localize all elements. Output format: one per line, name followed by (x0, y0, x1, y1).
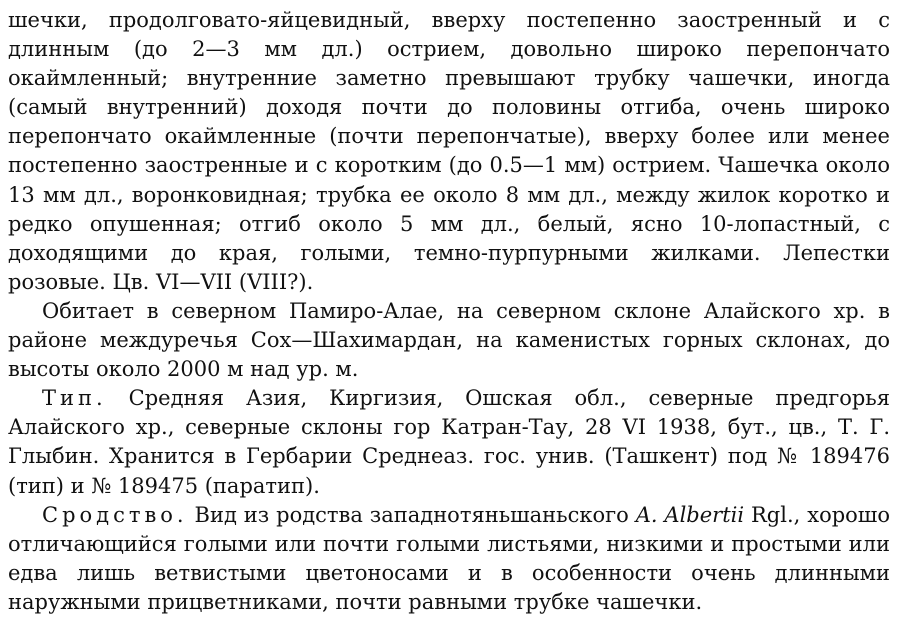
type-text: Средняя Азия, Киргизия, Ошская обл., северные предгорья Алайского хр., северные склоны гор Катран-Тау, 28 VI 1938, бут., цв., Т. Г. Глыбин. Хранится в Гербарии Среднеаз. гос. унив. (Ташкент) под № 189476 (тип) и № 189475 (паратип). (8, 386, 890, 498)
affinity-heading: Сродство. (42, 502, 188, 527)
affinity-text-before: Вид из родства западнотяньшаньского (194, 502, 629, 527)
paragraph-description: шечки, продолговато-яйцевидный, вверху постепенно заостренный и с длинным (до 2—3 мм дл.) острием, довольно широко перепончато окаймленный; внутренние заметно превышают трубку чашечки, иногда (самый внутренний) доходя почти до половины отгиба, очень широко перепончато окаймленные (почти перепончатые), вверху более или менее постепенно заостренные и с коротким (до 0.5—1 мм) острием. Чашечка около 13 мм дл., воронковидная; трубка ее около 8 мм дл., между жилок коротко и редко опушенная; отгиб около 5 мм дл., белый, ясно 10-лопастный, с доходящими до края, голыми, темно-пурпурными жилками. Лепестки розовые. Цв. VI—VII (VIII?). (8, 8, 890, 294)
species-name: A. Albertii (635, 502, 745, 527)
document-page (8, 6, 890, 617)
type-heading: Тип. (42, 386, 107, 411)
paragraph-type (8, 384, 890, 500)
paragraph-habitat: Обитает в северном Памиро-Алае, на северном склоне Алайского хр. в районе междуречья Сох—Шахимардан, на каменистых горных склонах, до высоты около 2000 м над ур. м. (8, 298, 890, 382)
affinity-text-after: Rgl., хорошо отличающийся голыми или почти голыми листьями, низкими и простыми или едва лишь ветвистыми цветоносами и в особенности очень длинными наружными прицветниками, почти равными трубке чашечки. (8, 502, 890, 614)
paragraph-affinity (8, 501, 890, 617)
